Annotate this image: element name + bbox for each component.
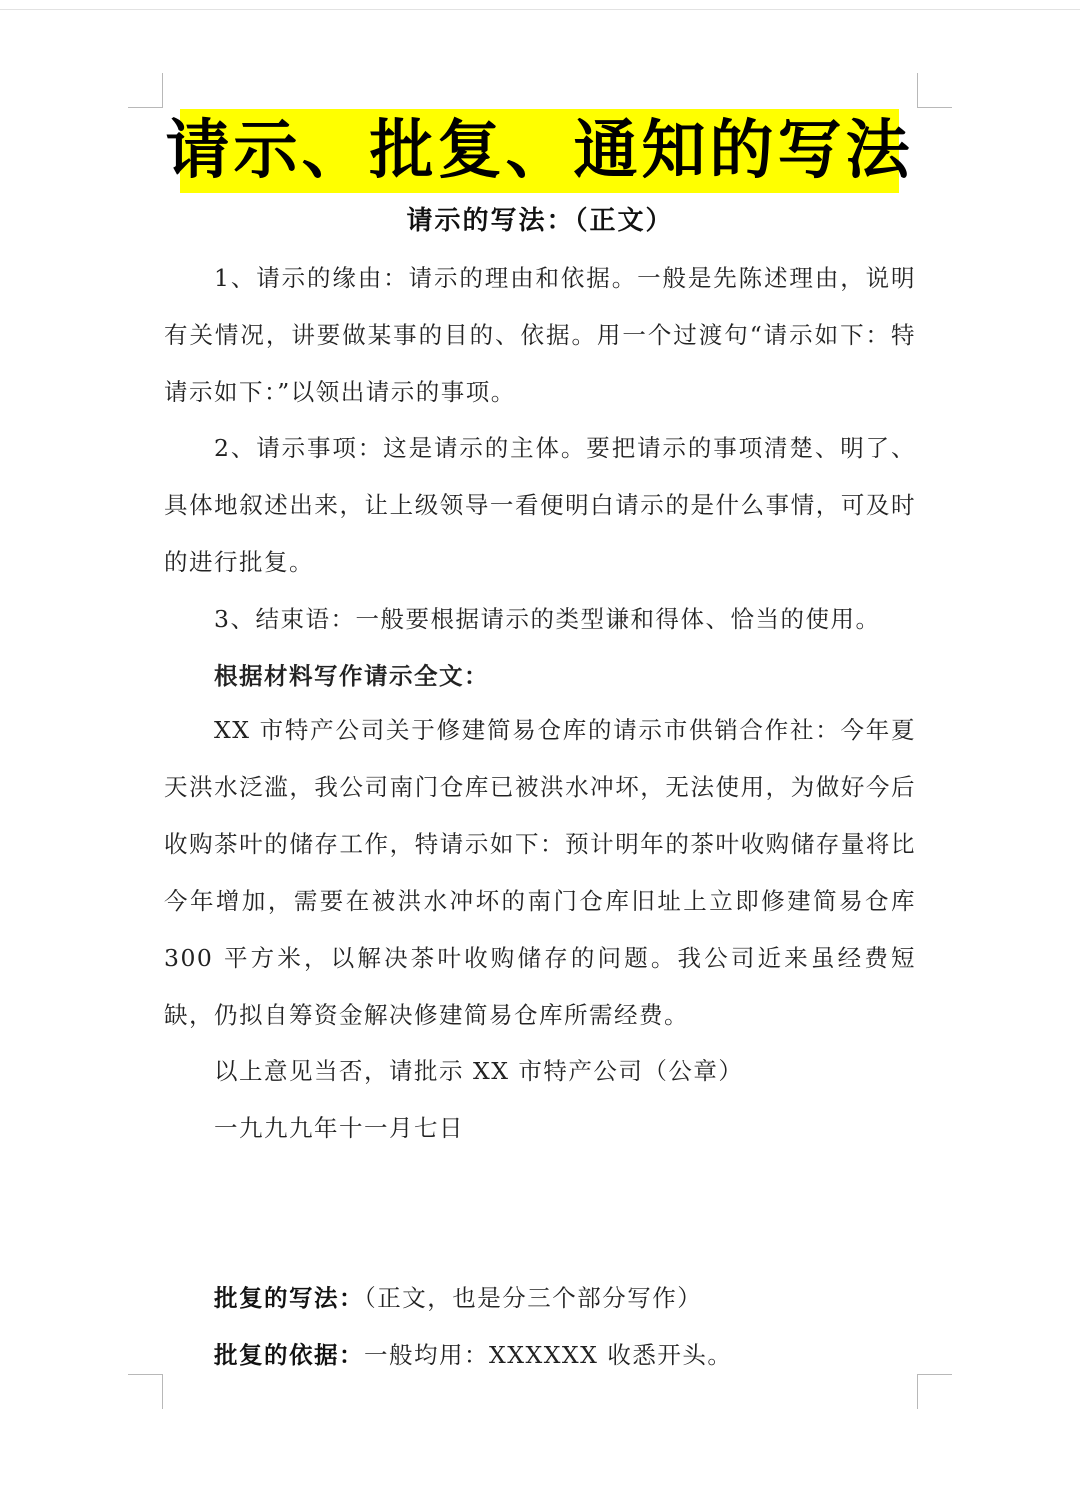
page-corner-mark-top-left [128, 73, 163, 108]
page-corner-mark-bottom-right [917, 1374, 952, 1409]
example-heading: 根据材料写作请示全文： [214, 662, 489, 690]
section-reason: 1、请示的缘由：请示的理由和依据。一般是先陈述理由，说明有关情况，讲要做某事的目的、依据。用一个过渡句“请示如下：特请示如下：”以领出请示的事项。 [164, 264, 916, 406]
document-title: 请示、批复、通知的写法 [165, 114, 914, 188]
reply-basis-label: 批复的依据： [214, 1341, 364, 1369]
section-matters: 2、请示事项：这是请示的主体。要把请示的事项清楚、明了、具体地叙述出来，让上级领导一看便明白请示的是什么事情，可及时的进行批复。 [164, 434, 916, 576]
subtitle: 请示的写法：（正文） [406, 206, 674, 236]
section-closing: 3、结束语：一般要根据请示的类型谦和得体、恰当的使用。 [214, 605, 881, 633]
reply-heading-row [214, 1280, 702, 1316]
title-highlight [165, 109, 914, 193]
example-body: XX 市特产公司关于修建简易仓库的请示市供销合作社：今年夏天洪水泛滥，我公司南门仓库已被洪水冲坏，无法使用，为做好今后收购茶叶的储存工作，特请示如下：预计明年的茶叶收购储存量将比今年增加，需要在被洪水冲坏的南门仓库旧址上立即修建简易仓库300 平方米，以解决茶叶收购储存的问题。我公司近来虽经费短缺，仍拟自筹资金解决修建简易仓库所需经费。 [164, 716, 916, 1029]
page-corner-mark-bottom-left [128, 1374, 163, 1409]
page-corner-mark-top-right [917, 73, 952, 108]
top-divider [0, 9, 1080, 10]
reply-basis-row [214, 1337, 732, 1373]
reply-heading-note: （正文，也是分三个部分写作） [364, 1284, 703, 1312]
reply-heading-label: 批复的写法： [214, 1284, 364, 1312]
reply-basis-text: 一般均用：XXXXXX 收悉开头。 [364, 1341, 733, 1369]
example-date: 一九九九年十一月七日 [214, 1114, 464, 1142]
example-sign-off: 以上意见当否，请批示 XX 市特产公司（公章） [214, 1057, 744, 1085]
